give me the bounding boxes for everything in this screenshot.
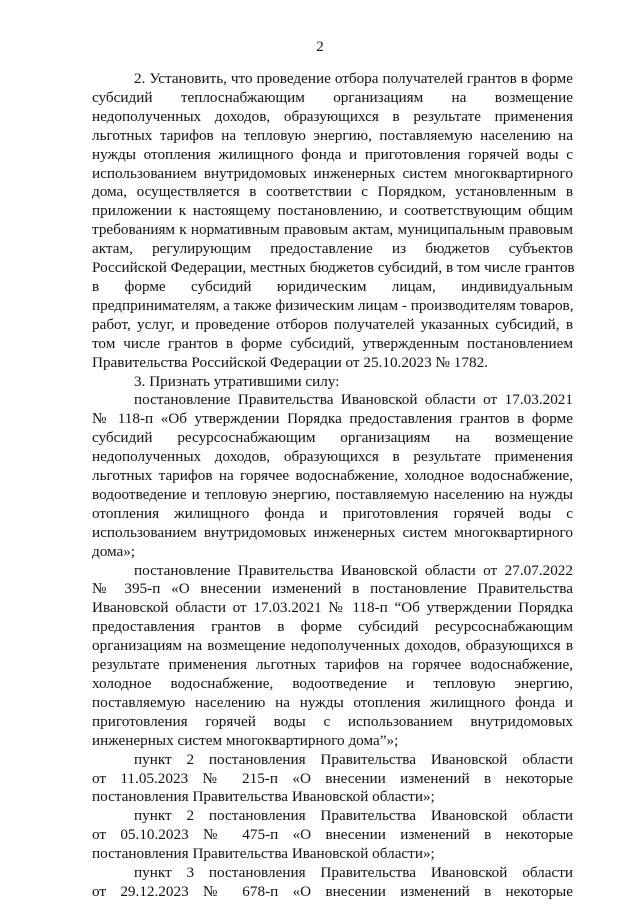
text-line: отопления жилищного фонда и приготовления горячей воды с	[92, 504, 573, 522]
text-line: поставляемую населению на нужды отопления жилищного фонда и	[92, 693, 573, 711]
text-line: требованиям к нормативным правовым актам, муниципальным правовым	[92, 221, 573, 239]
text-line: организациям на возмещение недополученных доходов, образующихся в	[92, 637, 573, 655]
paragraph-p3	[92, 373, 573, 392]
text-line: нужды отопления жилищного фонда и приготовления горячей воды с	[92, 145, 573, 163]
text-line: льготных тарифов на тепловую энергию, поставляемую населению на	[92, 126, 573, 144]
text-line: работ, услуг, и проведение отборов получателей указанных субсидий, в	[92, 315, 573, 333]
paragraph-p2	[92, 70, 573, 373]
paragraph-p3c	[92, 751, 573, 808]
text-line: № 118-п «Об утверждении Порядка предоставления грантов в форме	[92, 410, 573, 428]
text-line: Ивановской области от 17.03.2021 № 118-п “Об утверждении Порядка	[92, 599, 573, 617]
paragraph-p3e	[92, 864, 573, 902]
text-line: том числе грантов в форме субсидий, утвержденным постановлением	[92, 334, 573, 352]
page-number: 2	[316, 39, 324, 55]
text-line: результате применения льготных тарифов на горячее водоснабжение,	[92, 656, 573, 674]
text-line: инженерных систем многоквартирного дома”»;	[92, 731, 399, 749]
paragraph-p3a	[92, 391, 573, 561]
text-line: водоотведение и тепловую энергию, поставляемую населению на нужды	[92, 485, 573, 503]
text-line: использованием внутридомовых инженерных систем многоквартирного	[92, 523, 573, 541]
text-line: приложении к настоящему постановлению, и соответствующим общим	[92, 202, 573, 220]
text-line: предоставления грантов в форме субсидий ресурсоснабжающим	[92, 618, 573, 636]
text-line: холодное водоснабжение, водоотведение и тепловую энергию,	[92, 675, 573, 692]
text-line: от 29.12.2023 № 678-п «О внесении изменений в некоторые	[92, 882, 573, 900]
text-line: 3. Признать утратившими силу:	[134, 372, 340, 390]
text-line: предпринимателям, а также физическим лицам - производителям товаров,	[92, 296, 574, 314]
document-body	[92, 70, 573, 902]
text-line: постановления Правительства Ивановской области»;	[92, 788, 435, 806]
text-line: недополученных доходов, образующихся в результате применения	[92, 107, 573, 125]
text-line: пункт 2 постановления Правительства Ивановской области	[134, 750, 573, 768]
text-line: субсидий теплоснабжающим организациям на возмещение	[92, 88, 573, 106]
text-line: № 395-п «О внесении изменений в постановление Правительства	[92, 580, 573, 598]
text-line: дома, осуществляется в соответствии с Порядком, установленным в	[92, 183, 573, 201]
text-line: актам, регулирующим предоставление из бюджетов субъектов	[92, 240, 573, 258]
text-line: Российской Федерации, местных бюджетов субсидий, в том числе грантов	[92, 259, 575, 277]
text-line: недополученных доходов, образующихся в результате применения	[92, 448, 573, 466]
text-line: пункт 2 постановления Правительства Ивановской области	[134, 807, 573, 825]
text-line: постановление Правительства Ивановской области от 17.03.2021	[134, 391, 573, 409]
text-line: от 11.05.2023 № 215-п «О внесении изменений в некоторые	[92, 769, 573, 787]
text-line: от 05.10.2023 № 475-п «О внесении изменений в некоторые	[92, 826, 573, 844]
text-line: субсидий ресурсоснабжающим организациям на возмещение	[92, 429, 573, 447]
text-line: постановления Правительства Ивановской области»;	[92, 845, 435, 863]
text-line: 2. Установить, что проведение отбора получателей грантов в форме	[134, 70, 573, 87]
text-line: льготных тарифов на горячее водоснабжение, холодное водоснабжение,	[92, 467, 573, 485]
text-line: Правительства Российской Федерации от 25.10.2023 № 1782.	[92, 353, 488, 371]
text-line: постановление Правительства Ивановской области от 27.07.2022	[134, 561, 573, 579]
text-line: дома»;	[92, 542, 136, 560]
text-line: в форме субсидий юридическим лицам, индивидуальным	[92, 277, 573, 295]
text-line: приготовления горячей воды с использованием внутридомовых	[92, 712, 573, 730]
paragraph-p3d	[92, 807, 573, 864]
text-line: использованием внутридомовых инженерных систем многоквартирного	[92, 164, 573, 182]
text-line: пункт 3 постановления Правительства Ивановской области	[134, 864, 573, 882]
paragraph-p3b	[92, 562, 573, 751]
